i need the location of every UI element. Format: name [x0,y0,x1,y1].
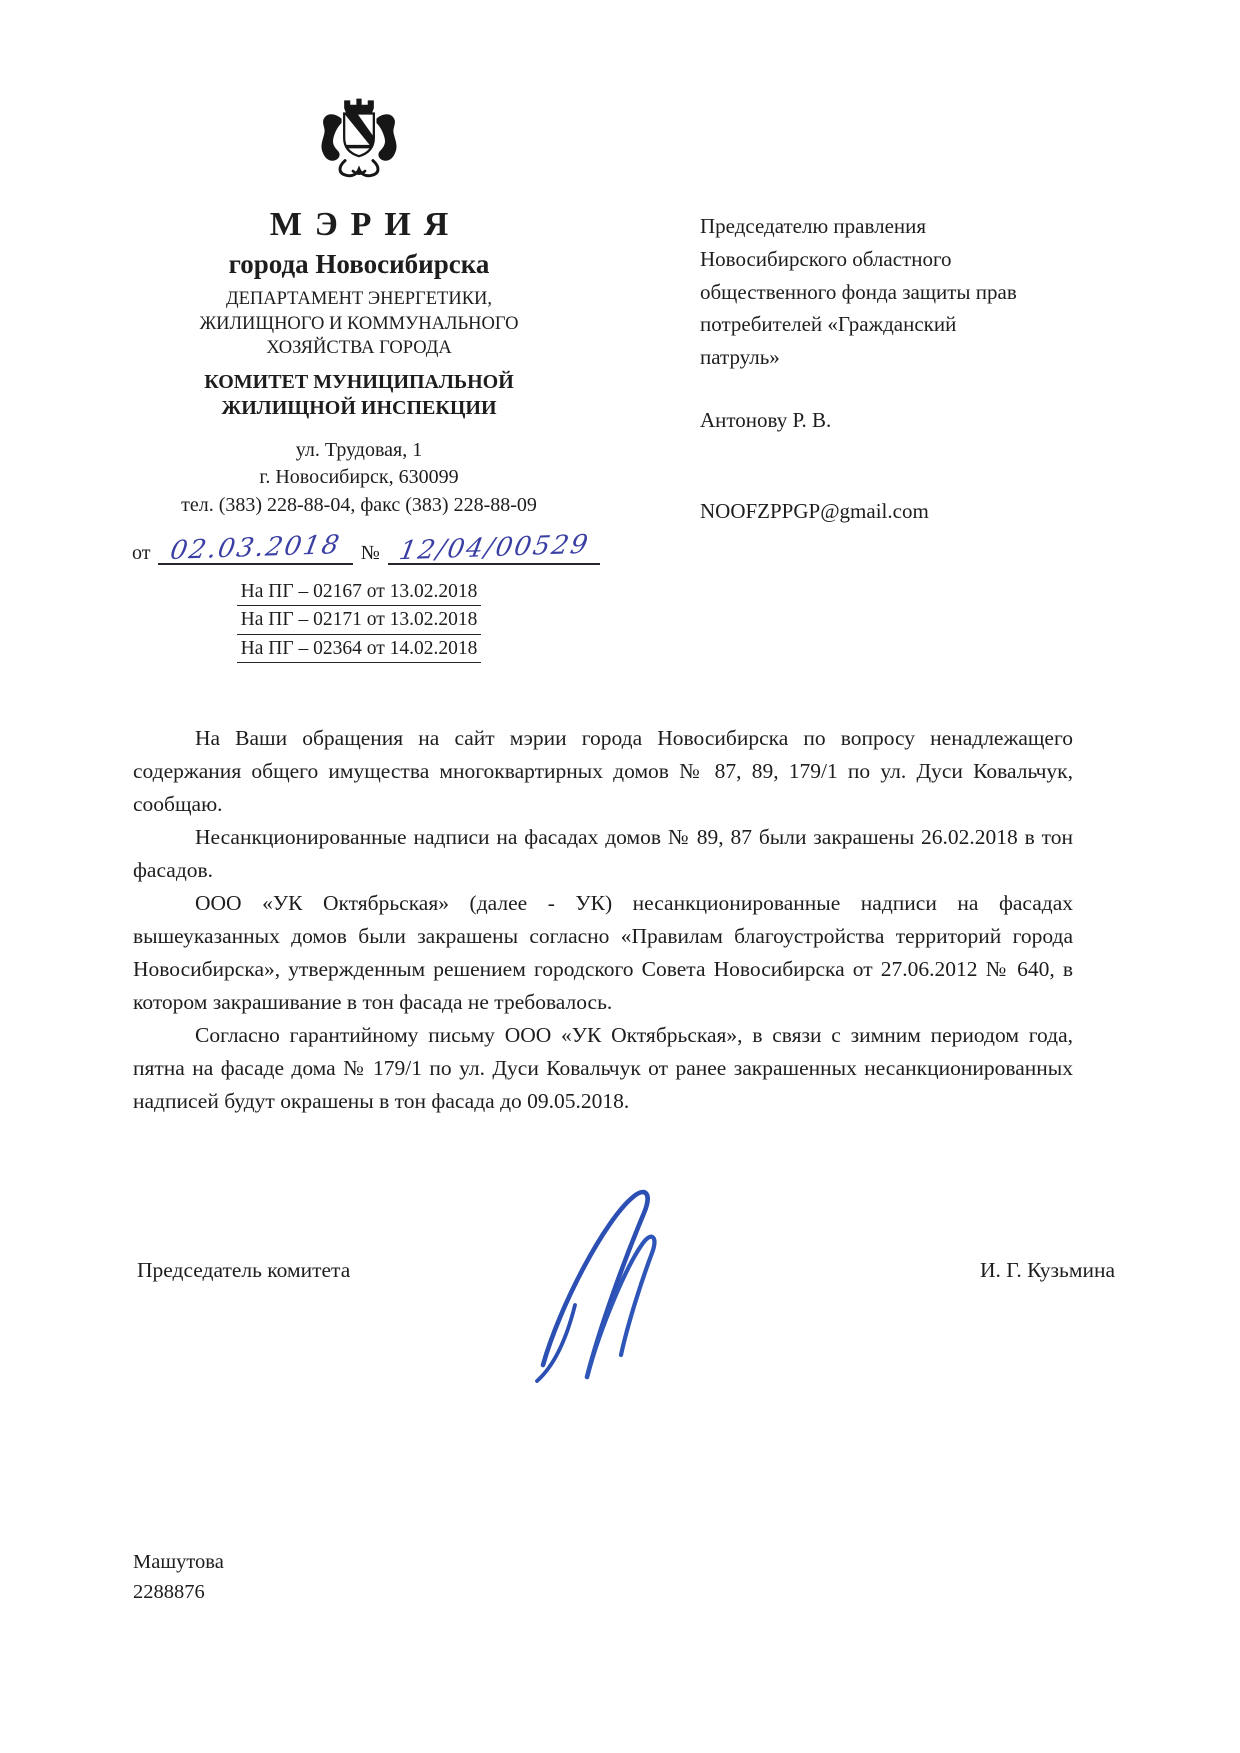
letter-body [133,722,1073,1118]
body-paragraph-3: ООО «УК Октябрьская» (далее - УК) несанкционированные надписи на фасадах вышеуказанных домов были закрашены согласно «Правилам благоустройства территорий города Новосибирска», утвержденным решением городского Совета Новосибирска от 27.06.2012 № 640, в котором закрашивание в тон фасада не требовалось. [133,891,1073,1014]
org-name-mayoralty: МЭРИЯ [269,206,462,243]
committee-line-2: ЖИЛИЩНОЙ ИНСПЕКЦИИ [221,396,497,419]
letterhead [118,96,600,663]
body-paragraph-1: На Ваши обращения на сайт мэрии города Новосибирска по вопросу ненадлежащего содержания общего имущества многоквартирных домов № 87, 89, 179/1 по ул. Дуси Ковальчук, сообщаю. [133,726,1073,816]
recipient-name: Антонову Р. В. [700,407,832,432]
address-phone-fax: тел. (383) 228-88-04, факс (383) 228-88-09 [181,493,537,516]
recipient-line-3: общественного фонда защиты прав [700,279,1017,304]
handwritten-date: 02.03.2018 [168,530,344,567]
handwritten-signature-icon [505,1185,700,1385]
reference-line-1: На ПГ – 02167 от 13.02.2018 [237,579,482,607]
department-line-2: ЖИЛИЩНОГО И КОММУНАЛЬНОГО [199,313,519,334]
date-blank [158,530,352,567]
signer-position: Председатель комитета [137,1258,351,1282]
reference-line-2: На ПГ – 02171 от 13.02.2018 [237,607,482,635]
address-block [118,437,600,520]
address-city: г. Новосибирск, 630099 [259,466,459,489]
incoming-references [118,579,600,664]
number-label: № [360,541,380,564]
executor-block [133,1548,224,1607]
recipient-line-4: потребителей «Гражданский [700,312,957,337]
recipient-line-1: Председателю правления [700,214,927,238]
handwritten-number: 12/04/00529 [396,530,592,567]
recipient-line-2: Новосибирского областного [700,246,952,271]
recipient-email: NOOFZPPGP@gmail.com [700,498,929,523]
org-name-city: города Новосибирска [228,249,490,280]
recipient-block [700,210,1075,527]
committee-name [118,369,600,421]
number-blank [388,530,600,567]
department-line-1: ДЕПАРТАМЕНТ ЭНЕРГЕТИКИ, [225,289,493,310]
address-street: ул. Трудовая, 1 [295,438,423,461]
department-line-3: ХОЗЯЙСТВА ГОРОДА [266,338,452,359]
committee-line-1: КОМИТЕТ МУНИЦИПАЛЬНОЙ [204,370,514,393]
reference-line-3: На ПГ – 02364 от 14.02.2018 [237,636,482,664]
recipient-line-5: патруль» [700,345,780,369]
outgoing-date-number-line [118,530,600,567]
date-label: от [132,541,151,564]
signer-name: И. Г. Кузьмина [980,1258,1115,1282]
department-name [118,287,600,360]
novosibirsk-coat-of-arms-icon [313,96,405,192]
body-paragraph-2: Несанкционированные надписи на фасадах домов № 89, 87 были закрашены 26.02.2018 в тон фасадов. [133,825,1073,882]
executor-phone: 2288876 [133,1580,205,1603]
body-paragraph-4: Согласно гарантийному письму ООО «УК Октябрьская», в связи с зимним периодом года, пятна на фасаде дома № 179/1 по ул. Дуси Ковальчук от ранее закрашенных несанкционированных надписей будут окрашены в тон фасада до 09.05.2018. [133,1023,1073,1113]
executor-name: Машутова [133,1551,224,1573]
